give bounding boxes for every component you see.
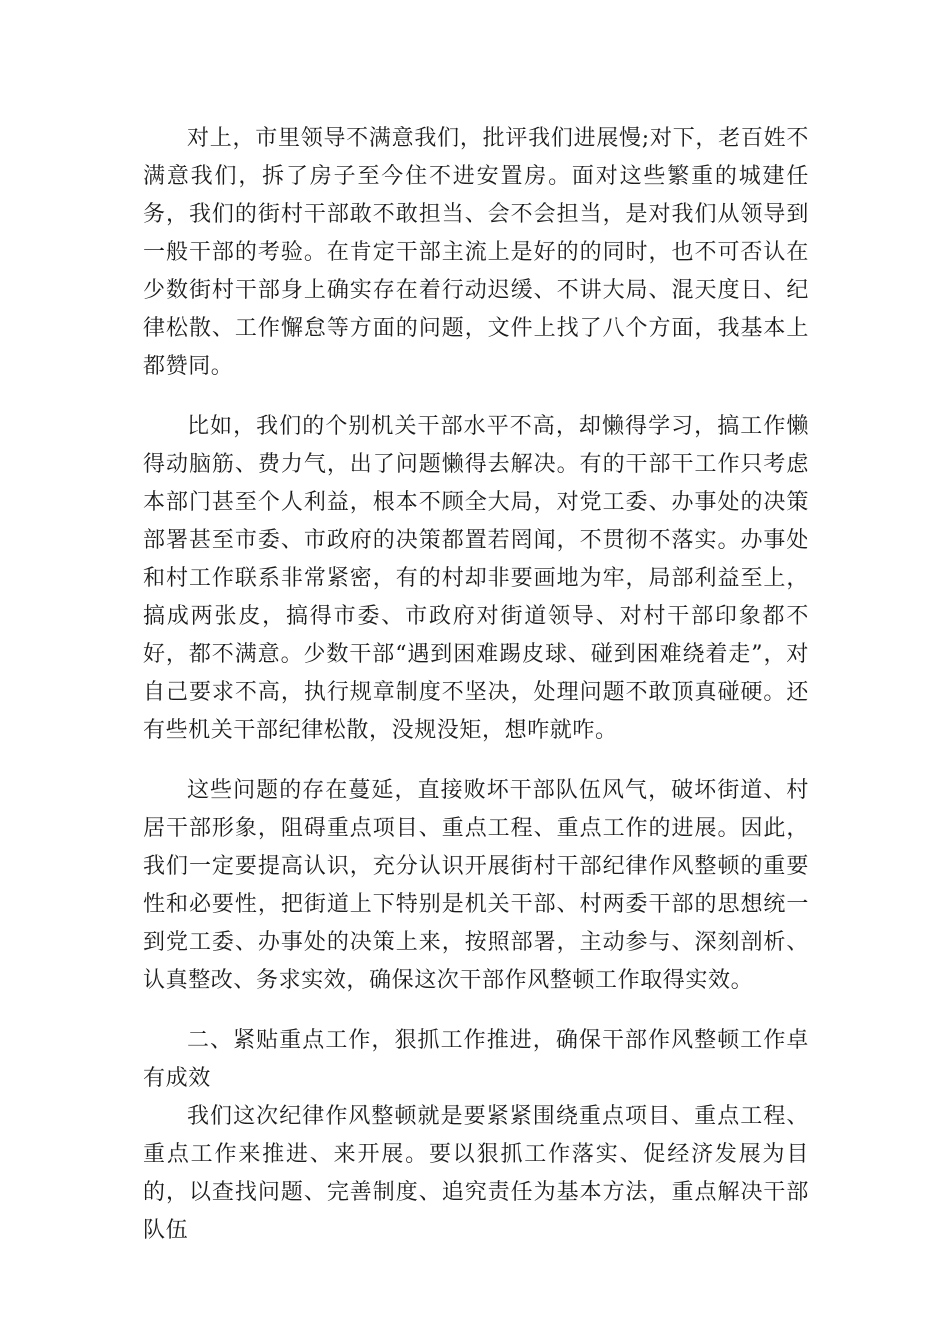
paragraph-3: 这些问题的存在蔓延，直接败坏干部队伍风气，破坏街道、村居干部形象，阻碍重点项目、重点工程、重点工作的进展。因此，我们一定要提高认识，充分认识开展街村干部纪律作风整顿的重要性和必要性，把街道上下特别是机关干部、村两委干部的思想统一到党工委、办事处的决策上来，按照部署，主动参与、深刻剖析、认真整改、务求实效，确保这次干部作风整顿工作取得实效。 [143,778,809,993]
paragraph-2: 比如，我们的个别机关干部水平不高，却懒得学习，搞工作懒得动脑筋、费力气，出了问题懒得去解决。有的干部干工作只考虑本部门甚至个人利益，根本不顾全大局，对党工委、办事处的决策部署甚至市委、市政府的决策都置若罔闻，不贯彻不落实。办事处和村工作联系非常紧密，有的村却非要画地为牢，局部利益至上，搞成两张皮，搞得市委、市政府对街道领导、对村干部印象都不好，都不满意。少数干部“遇到困难踢皮球、碰到困难绕着走”，对自己要求不高，执行规章制度不坚决，处理问题不敢顶真碰硬。还有些机关干部纪律松散，没规没矩，想咋就咋。 [143,414,809,743]
section-heading-2: 二、紧贴重点工作，狠抓工作推进，确保干部作风整顿工作卓有成效 [143,1028,809,1091]
document-body [143,120,809,1250]
paragraph-1: 对上，市里领导不满意我们，批评我们进展慢;对下，老百姓不满意我们，拆了房子至今住不进安置房。面对这些繁重的城建任务，我们的街村干部敢不敢担当、会不会担当，是对我们从领导到一般干部的考验。在肯定干部主流上是好的的同时，也不可否认在少数街村干部身上确实存在着行动迟缓、不讲大局、混天度日、纪律松散、工作懈怠等方面的问题，文件上找了八个方面，我基本上都赞同。 [143,126,809,379]
paragraph-4: 我们这次纪律作风整顿就是要紧紧围绕重点项目、重点工程、重点工作来推进、来开展。要以狠抓工作落实、促经济发展为目的，以查找问题、完善制度、追究责任为基本方法，重点解决干部队伍 [143,1104,809,1243]
